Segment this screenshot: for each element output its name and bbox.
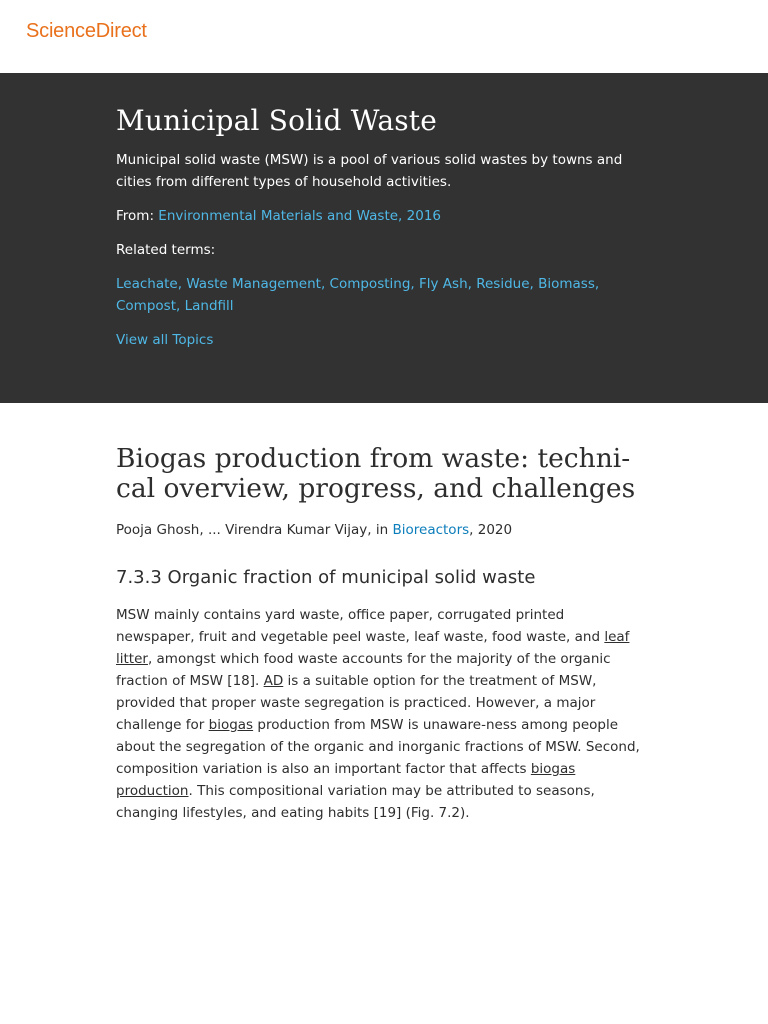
topic-content (116, 103, 644, 351)
view-all-topics (116, 329, 644, 351)
topic-definition: Municipal solid waste (MSW) is a pool of various solid wastes by towns and cities from different types of household activities. (116, 152, 623, 190)
topic-title: Municipal Solid Waste (116, 104, 438, 137)
related-terms-list: Leachate, Waste Management, Composting, Fly Ash, Residue, Biomass, Compost, Landfill (116, 276, 600, 314)
article-byline (116, 520, 644, 540)
top-bar (0, 0, 768, 73)
article-title[interactable]: Biogas production from waste: techni-cal overview, progress, and challenges (116, 443, 636, 504)
paragraph-text: . This compositional variation may be attributed to seasons, changing lifestyles, and eating habits [19] (Fig. 7.2). (116, 783, 595, 821)
term-link-leaf-litter[interactable]: leaf litter (116, 629, 630, 667)
paragraph-text: MSW mainly contains yard waste, office paper, corrugated printed newspaper, fruit and vegetable peel waste, leaf waste, food waste, and (116, 607, 605, 645)
paragraph-text: is a suitable option for the treatment of MSW, provided that proper waste segregation is practiced. However, a major challenge for (116, 673, 597, 733)
related-term-waste-management[interactable]: Waste Management (186, 276, 321, 292)
related-term-landfill[interactable]: Landfill (184, 298, 234, 314)
article-year: , 2020 (469, 522, 513, 538)
related-term-biomass[interactable]: Biomass (538, 276, 595, 292)
related-terms-label: Related terms: (116, 242, 216, 258)
topic-hero (0, 73, 768, 403)
term-link-biogas-production[interactable]: biogas production (116, 761, 576, 799)
related-term-leachate[interactable]: Leachate (116, 276, 178, 292)
related-term-compost[interactable]: Compost (116, 298, 176, 314)
related-term-residue[interactable]: Residue (476, 276, 530, 292)
paragraph-text: , amongst which food waste accounts for the majority of the organic fraction of MSW [18]. (116, 651, 611, 689)
from-source-link[interactable]: Environmental Materials and Waste, 2016 (158, 208, 441, 224)
related-term-fly-ash[interactable]: Fly Ash (419, 276, 468, 292)
view-all-topics-link[interactable]: View all Topics (116, 332, 214, 348)
from-label: From: (116, 208, 159, 224)
article-paragraph (116, 604, 644, 824)
paragraph-text: production from MSW is unaware-ness among people about the segregation of the organic and inorganic fractions of MSW. Second, composition variation is also an important factor that affects (116, 717, 640, 777)
section-heading: 7.3.3 Organic fraction of municipal solid waste (116, 567, 536, 588)
sciencedirect-logo[interactable]: ScienceDirect (26, 20, 147, 42)
term-link-ad[interactable]: AD (263, 673, 284, 689)
article-source-link[interactable]: Bioreactors (392, 522, 470, 538)
term-link-biogas[interactable]: biogas (208, 717, 254, 733)
article-authors: Pooja Ghosh, ... Virendra Kumar Vijay, in (116, 522, 393, 538)
related-term-composting[interactable]: Composting (329, 276, 411, 292)
article-snippet (116, 444, 644, 824)
topic-from (116, 205, 644, 227)
